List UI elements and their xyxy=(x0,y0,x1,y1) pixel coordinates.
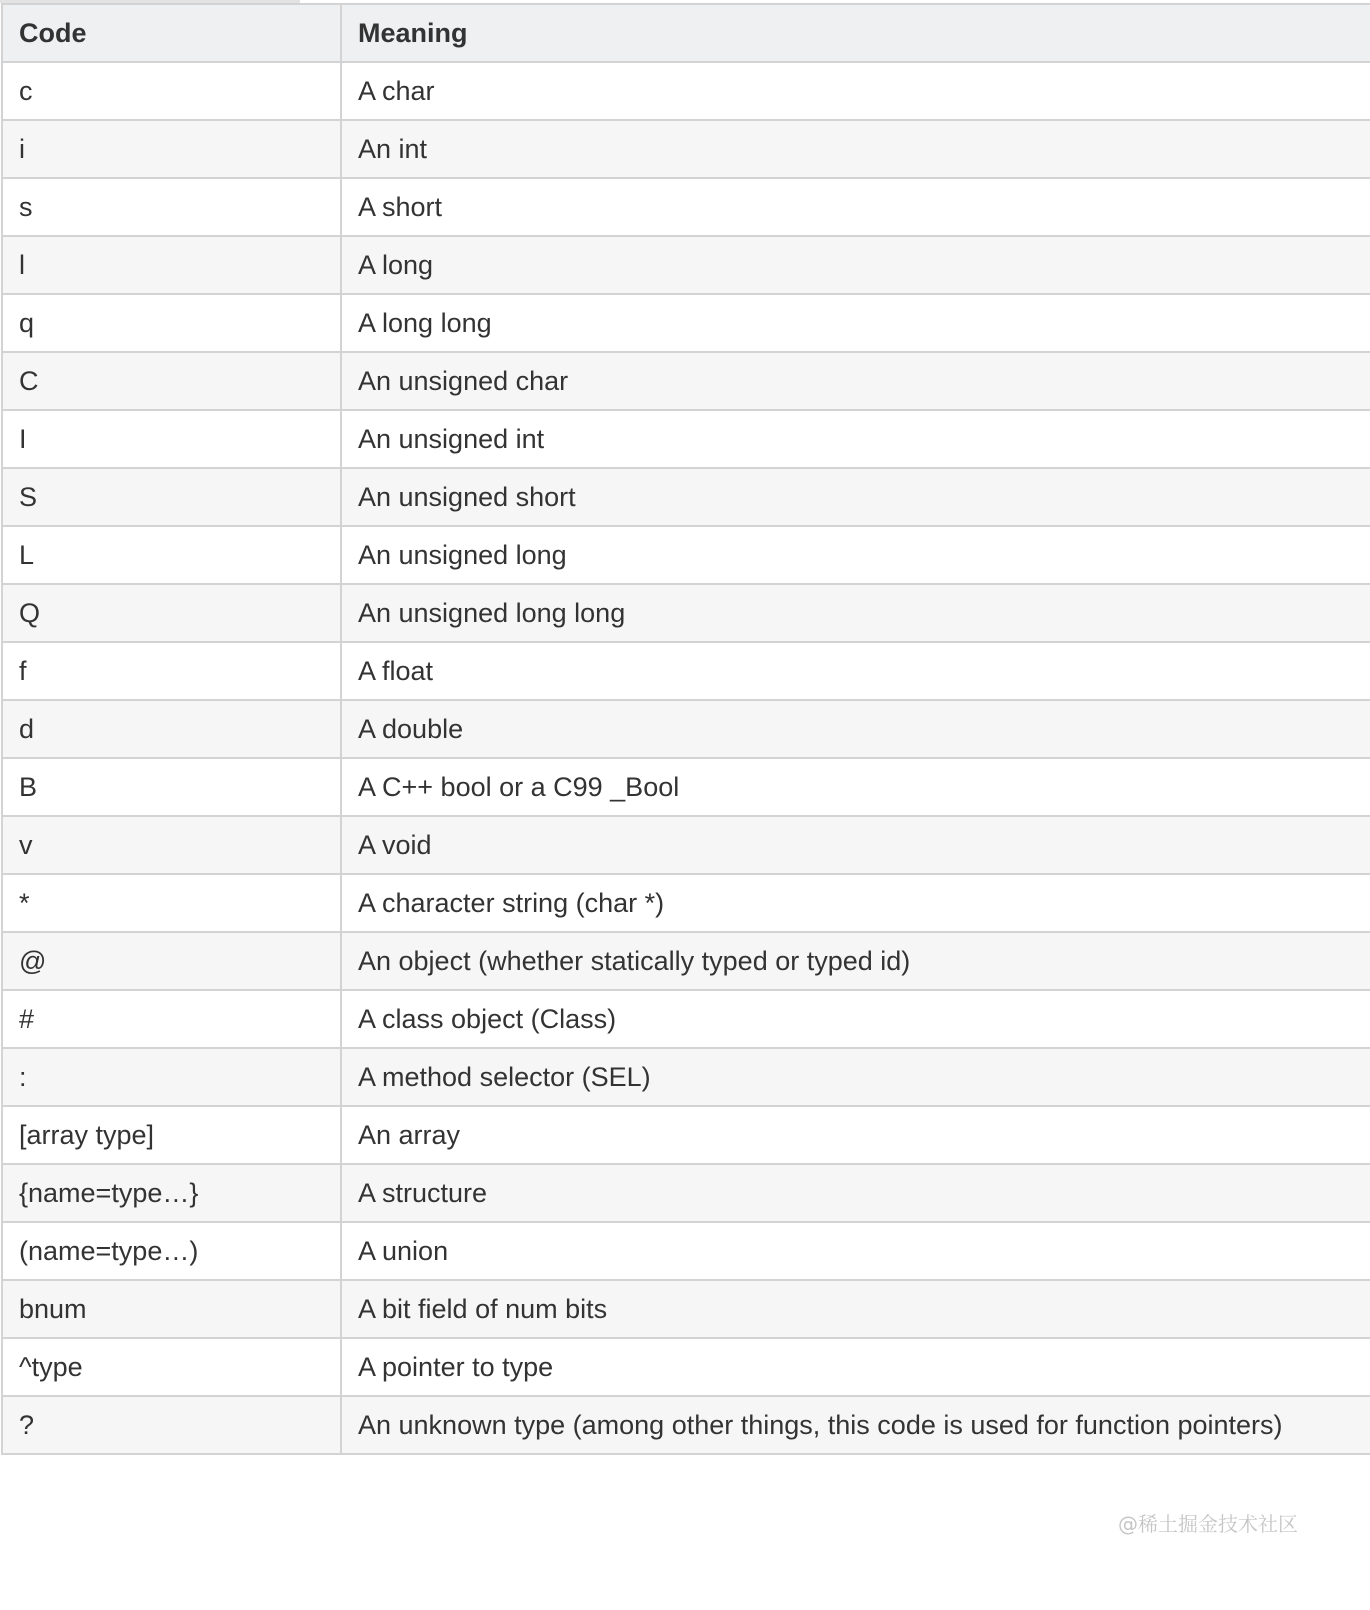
table-header xyxy=(2,4,1370,62)
table-row xyxy=(2,352,1370,410)
code-cell: : xyxy=(2,1048,341,1106)
code-cell: I xyxy=(2,410,341,468)
code-cell: ^type xyxy=(2,1338,341,1396)
table-row xyxy=(2,236,1370,294)
meaning-cell: A union xyxy=(341,1222,1370,1280)
table-row xyxy=(2,1222,1370,1280)
meaning-cell: An array xyxy=(341,1106,1370,1164)
table-row xyxy=(2,178,1370,236)
table-row xyxy=(2,526,1370,584)
table-row xyxy=(2,932,1370,990)
table-row xyxy=(2,1396,1370,1454)
code-cell: v xyxy=(2,816,341,874)
table-row xyxy=(2,1164,1370,1222)
code-cell: C xyxy=(2,352,341,410)
code-cell: f xyxy=(2,642,341,700)
code-cell: s xyxy=(2,178,341,236)
table-row xyxy=(2,1280,1370,1338)
table-row xyxy=(2,816,1370,874)
code-cell: l xyxy=(2,236,341,294)
code-cell: @ xyxy=(2,932,341,990)
meaning-cell: An int xyxy=(341,120,1370,178)
table-row xyxy=(2,990,1370,1048)
meaning-cell: A character string (char *) xyxy=(341,874,1370,932)
code-cell: [array type] xyxy=(2,1106,341,1164)
watermark: @稀土掘金技术社区 xyxy=(1118,1512,1298,1536)
code-cell: B xyxy=(2,758,341,816)
meaning-cell: A short xyxy=(341,178,1370,236)
code-cell: {name=type…} xyxy=(2,1164,341,1222)
code-cell: bnum xyxy=(2,1280,341,1338)
meaning-cell: A float xyxy=(341,642,1370,700)
meaning-cell: A pointer to type xyxy=(341,1338,1370,1396)
meaning-cell: A long xyxy=(341,236,1370,294)
meaning-cell: A C++ bool or a C99 _Bool xyxy=(341,758,1370,816)
code-cell: ? xyxy=(2,1396,341,1454)
meaning-cell: An object (whether statically typed or typed id) xyxy=(341,932,1370,990)
table-row xyxy=(2,410,1370,468)
table-row xyxy=(2,468,1370,526)
code-cell: i xyxy=(2,120,341,178)
table-row xyxy=(2,642,1370,700)
code-cell: d xyxy=(2,700,341,758)
meaning-cell: A structure xyxy=(341,1164,1370,1222)
table-body xyxy=(2,62,1370,1454)
type-encoding-table xyxy=(1,3,1370,1455)
table-row xyxy=(2,584,1370,642)
header-row xyxy=(2,4,1370,62)
code-cell: q xyxy=(2,294,341,352)
meaning-cell: An unknown type (among other things, this code is used for function pointers) xyxy=(341,1396,1370,1454)
table-row xyxy=(2,874,1370,932)
table-row xyxy=(2,1106,1370,1164)
meaning-cell: A class object (Class) xyxy=(341,990,1370,1048)
table-row xyxy=(2,700,1370,758)
meaning-cell: An unsigned short xyxy=(341,468,1370,526)
code-cell: (name=type…) xyxy=(2,1222,341,1280)
meaning-cell: A void xyxy=(341,816,1370,874)
code-cell: c xyxy=(2,62,341,120)
table-row xyxy=(2,62,1370,120)
table-row xyxy=(2,1338,1370,1396)
meaning-cell: A method selector (SEL) xyxy=(341,1048,1370,1106)
meaning-cell: A long long xyxy=(341,294,1370,352)
code-cell: L xyxy=(2,526,341,584)
meaning-cell: A bit field of num bits xyxy=(341,1280,1370,1338)
table-row xyxy=(2,758,1370,816)
table-row xyxy=(2,1048,1370,1106)
header-meaning: Meaning xyxy=(341,4,1370,62)
code-cell: S xyxy=(2,468,341,526)
table-row xyxy=(2,294,1370,352)
code-cell: * xyxy=(2,874,341,932)
meaning-cell: An unsigned long long xyxy=(341,584,1370,642)
meaning-cell: An unsigned char xyxy=(341,352,1370,410)
meaning-cell: An unsigned long xyxy=(341,526,1370,584)
meaning-cell: A double xyxy=(341,700,1370,758)
meaning-cell: A char xyxy=(341,62,1370,120)
table-row xyxy=(2,120,1370,178)
code-cell: Q xyxy=(2,584,341,642)
code-cell: # xyxy=(2,990,341,1048)
meaning-cell: An unsigned int xyxy=(341,410,1370,468)
header-code: Code xyxy=(2,4,341,62)
